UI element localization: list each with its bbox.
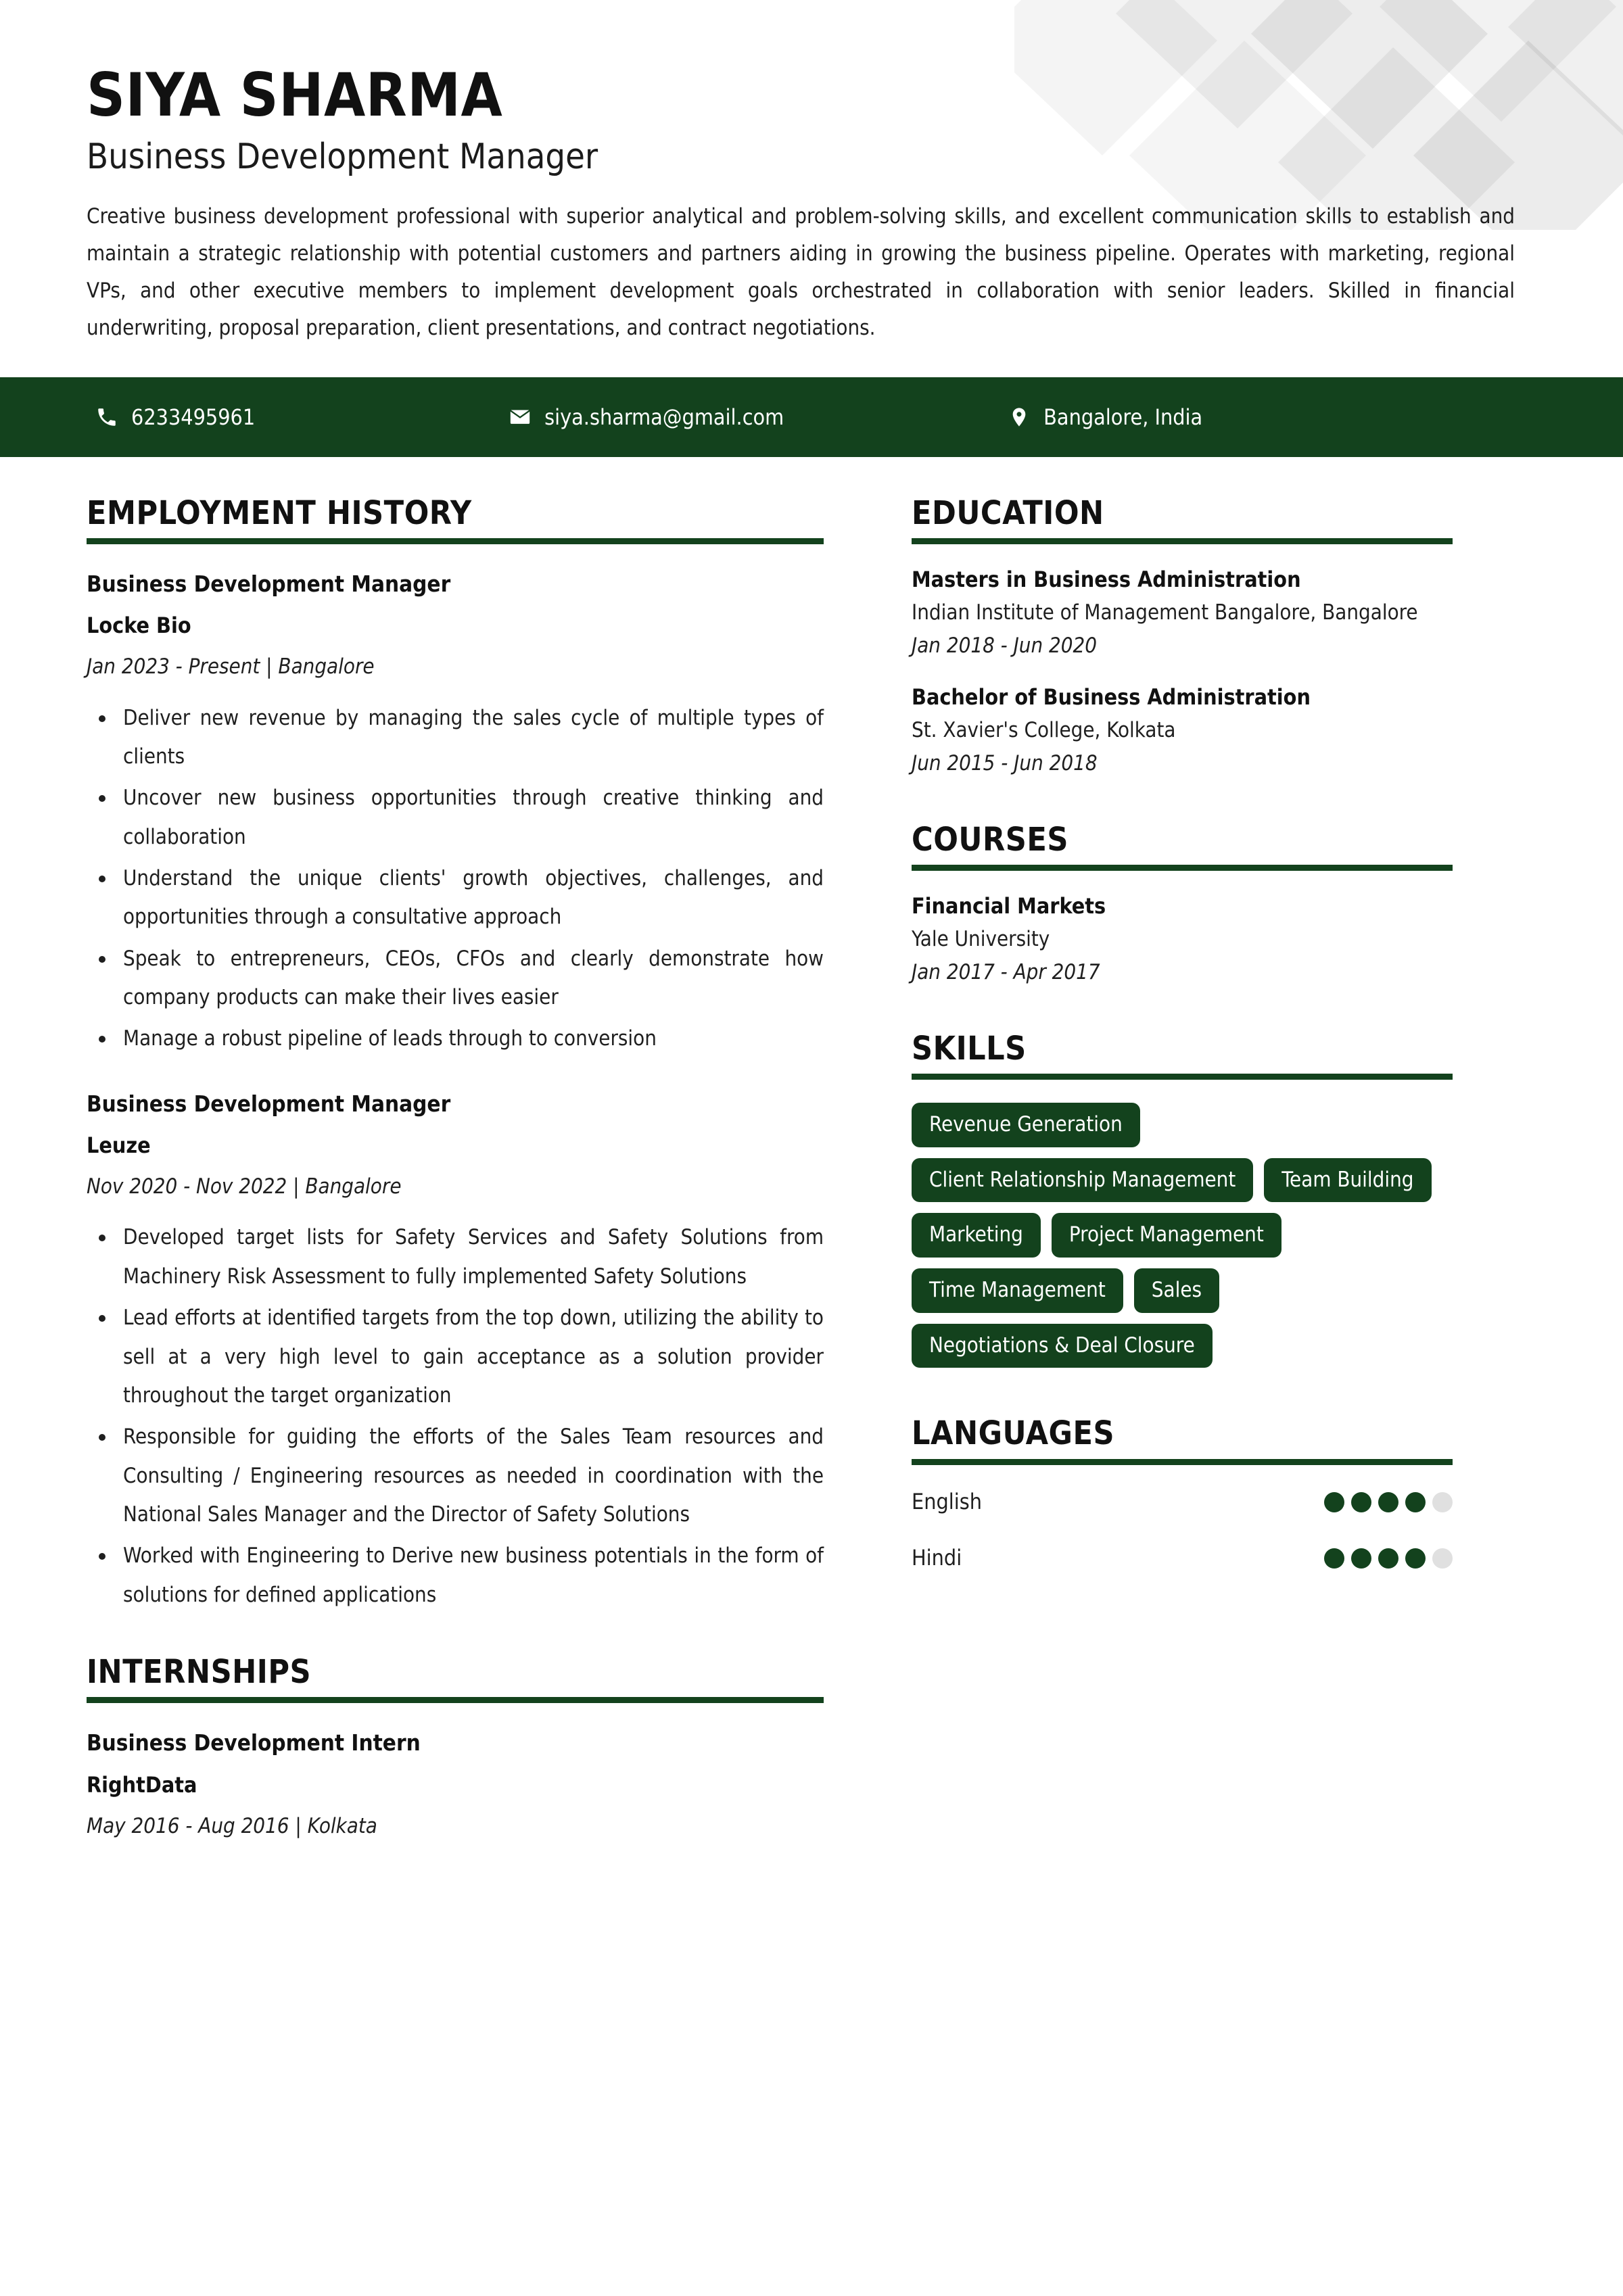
section-title-languages: LANGUAGES [912, 1414, 1115, 1453]
section-internships [87, 1652, 824, 1842]
dot-filled [1324, 1548, 1344, 1569]
job-company: Locke Bio [87, 613, 191, 639]
section-languages [912, 1416, 1453, 1573]
language-row [912, 1544, 1453, 1573]
course-name: Financial Markets [912, 892, 1106, 919]
contact-email[interactable] [508, 404, 784, 430]
job-bullet: Deliver new revenue by managing the sales cycle of multiple types of clients [123, 699, 824, 777]
internship-company: RightData [87, 1771, 197, 1798]
job-bullet: Understand the unique clients' growth objectives, challenges, and opportunities through a consultative approach [123, 859, 824, 937]
skill-tag: Team Building [1264, 1158, 1431, 1203]
job-bullet: Uncover new business opportunities through creative thinking and collaboration [123, 779, 824, 857]
envelope-icon [508, 405, 532, 429]
job-company: Leuze [87, 1132, 151, 1158]
professional-summary: Creative business development professional with superior analytical and problem-solving skills, and excellent communication skills to establish and maintain a strategic relationship with potential customers and partners aiding in growing the business pipeline. Operates with marketing, regional VPs, and other executive members to implement development goals orchestrated in collaboration with senior leaders. Skilled in financial underwriting, proposal preparation, client presentations, and contract negotiations. [87, 204, 1515, 341]
skill-tag: Marketing [912, 1213, 1041, 1258]
dot-filled [1405, 1492, 1426, 1512]
job-bullet-list [87, 1218, 824, 1614]
section-title-internships: INTERNSHIPS [87, 1652, 312, 1691]
resume-header [0, 0, 1623, 348]
phone-icon [95, 405, 119, 429]
education-entry [912, 682, 1453, 780]
internship-entry [87, 1727, 824, 1842]
skill-tag: Sales [1134, 1268, 1219, 1313]
school-name: St. Xavier's College, Kolkata [912, 717, 1176, 742]
education-dates: Jan 2018 - Jun 2020 [912, 633, 1097, 659]
section-rule [912, 1074, 1453, 1080]
languages-list [912, 1488, 1453, 1573]
map-pin-icon [1007, 405, 1031, 429]
skill-tag: Project Management [1052, 1213, 1281, 1258]
email-value: siya.sharma@gmail.com [544, 404, 784, 430]
internship-title: Business Development Intern [87, 1729, 421, 1756]
skills-list [912, 1103, 1453, 1368]
skill-tag: Negotiations & Deal Closure [912, 1324, 1213, 1368]
left-column [87, 457, 912, 1842]
section-employment-history [87, 496, 824, 1615]
dot-empty [1432, 1548, 1453, 1569]
job-bullet: Developed target lists for Safety Services and Safety Solutions from Machinery Risk Assessment to fully implemented Safety Solutions [123, 1218, 824, 1296]
job-dates-location: Jan 2023 - Present | Bangalore [87, 654, 375, 679]
dot-empty [1432, 1492, 1453, 1512]
candidate-name: SIYA SHARMA [87, 60, 503, 130]
job-bullet: Lead efforts at identified targets from the top down, utilizing the ability to sell at a very high level to gain acceptance as a solution provider throughout the target organization [123, 1299, 824, 1415]
course-entry [912, 891, 1453, 988]
section-rule [87, 538, 824, 544]
job-bullet: Responsible for guiding the efforts of the Sales Team resources and Consulting / Engineering resources as needed in coordination with the National Sales Manager and the Director of Safety Solutions [123, 1418, 824, 1534]
skill-tag: Revenue Generation [912, 1103, 1140, 1147]
section-title-education: EDUCATION [912, 494, 1104, 532]
job-title: Business Development Manager [87, 571, 451, 598]
phone-value: 6233495961 [131, 404, 256, 430]
internship-dates-location: May 2016 - Aug 2016 | Kolkata [87, 1813, 377, 1838]
resume-body [0, 457, 1623, 1842]
degree-name: Bachelor of Business Administration [912, 684, 1311, 710]
job-bullet: Speak to entrepreneurs, CEOs, CFOs and clearly demonstrate how company products can make their lives easier [123, 940, 824, 1018]
job-bullet: Worked with Engineering to Derive new business potentials in the form of solutions for defined applications [123, 1537, 824, 1615]
dot-filled [1405, 1548, 1426, 1569]
section-title-skills: SKILLS [912, 1029, 1027, 1068]
candidate-role: Business Development Manager [87, 136, 598, 177]
language-name: English [912, 1488, 982, 1514]
contact-phone[interactable] [95, 404, 255, 430]
section-skills [912, 1029, 1453, 1368]
contact-location[interactable] [1007, 404, 1202, 430]
employment-entry [87, 1089, 824, 1615]
job-bullet-list [87, 699, 824, 1059]
language-level-dots [1324, 1548, 1453, 1569]
school-name: Indian Institute of Management Bangalore, Bangalore [912, 600, 1418, 625]
section-rule [87, 1697, 824, 1703]
job-bullet: Manage a robust pipeline of leads through to conversion [123, 1020, 824, 1058]
section-title-courses: COURSES [912, 820, 1068, 859]
contact-bar [0, 377, 1623, 457]
skill-tag: Client Relationship Management [912, 1158, 1253, 1203]
right-column [912, 457, 1453, 1601]
dot-filled [1351, 1492, 1371, 1512]
dot-filled [1351, 1548, 1371, 1569]
section-title-employment: EMPLOYMENT HISTORY [87, 494, 472, 532]
course-dates: Jan 2017 - Apr 2017 [912, 960, 1100, 985]
course-provider: Yale University [912, 927, 1050, 952]
job-dates-location: Nov 2020 - Nov 2022 | Bangalore [87, 1174, 402, 1199]
education-dates: Jun 2015 - Jun 2018 [912, 751, 1098, 776]
language-name: Hindi [912, 1545, 962, 1571]
section-rule [912, 538, 1453, 544]
dot-filled [1378, 1548, 1398, 1569]
section-education [912, 496, 1453, 780]
dot-filled [1324, 1492, 1344, 1512]
dot-filled [1378, 1492, 1398, 1512]
employment-entry [87, 569, 824, 1059]
skill-tag: Time Management [912, 1268, 1123, 1313]
language-row [912, 1488, 1453, 1516]
section-rule [912, 865, 1453, 871]
job-title: Business Development Manager [87, 1090, 451, 1117]
degree-name: Masters in Business Administration [912, 567, 1301, 593]
education-entry [912, 565, 1453, 662]
location-value: Bangalore, India [1043, 404, 1203, 430]
language-level-dots [1324, 1492, 1453, 1512]
section-rule [912, 1459, 1453, 1465]
section-courses [912, 820, 1453, 988]
